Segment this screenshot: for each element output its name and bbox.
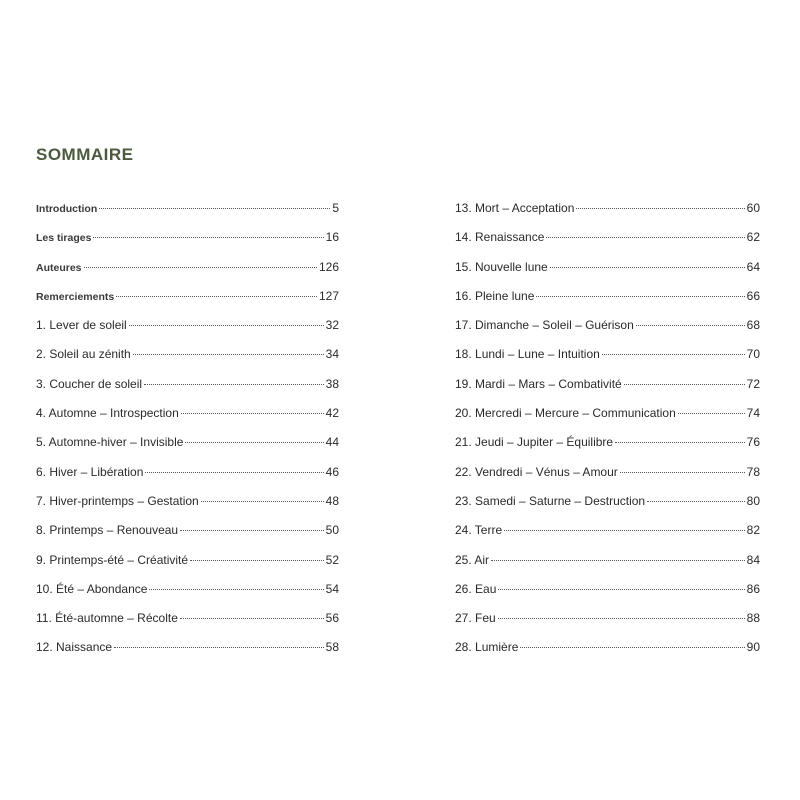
dot-leader bbox=[114, 647, 324, 648]
toc-entry bbox=[36, 519, 339, 548]
dot-leader bbox=[201, 501, 324, 502]
toc-entry bbox=[455, 490, 760, 519]
toc-entry-title: 22. Vendredi – Vénus – Amour bbox=[455, 464, 618, 479]
dot-leader bbox=[180, 618, 324, 619]
toc-entry-page-number: 52 bbox=[325, 552, 339, 567]
toc-entry-title: 12. Naissance bbox=[36, 640, 113, 655]
dot-leader bbox=[602, 354, 745, 355]
toc-entry bbox=[455, 636, 760, 665]
toc-entry bbox=[36, 343, 339, 372]
toc-entry bbox=[455, 519, 760, 548]
toc-entry-page-number: 16 bbox=[325, 230, 339, 245]
dot-leader bbox=[116, 296, 317, 297]
toc-entry-page-number: 38 bbox=[325, 376, 339, 391]
toc-entry bbox=[36, 490, 339, 519]
dot-leader bbox=[636, 325, 745, 326]
toc-entry bbox=[36, 226, 339, 255]
toc-entry-title: 3. Coucher de soleil bbox=[36, 376, 143, 391]
dot-leader bbox=[576, 208, 744, 209]
dot-leader bbox=[504, 530, 745, 531]
dot-leader bbox=[149, 589, 323, 590]
toc-left-column bbox=[36, 197, 339, 666]
toc-entry-page-number: 70 bbox=[746, 347, 760, 362]
toc-entry-title: 2. Soleil au zénith bbox=[36, 347, 131, 362]
toc-entry-page-number: 126 bbox=[318, 259, 339, 274]
toc-entry bbox=[455, 402, 760, 431]
toc-entry-title: 23. Samedi – Saturne – Destruction bbox=[455, 493, 646, 508]
toc-entry bbox=[455, 461, 760, 490]
dot-leader bbox=[536, 296, 744, 297]
toc-entry-title: 27. Feu bbox=[455, 611, 496, 626]
toc-entry-page-number: 56 bbox=[325, 611, 339, 626]
toc-entry-title: 24. Terre bbox=[455, 523, 503, 538]
dot-leader bbox=[620, 472, 745, 473]
toc-entry-title: 1. Lever de soleil bbox=[36, 318, 127, 333]
toc-entry-page-number: 84 bbox=[746, 552, 760, 567]
toc-entry-page-number: 78 bbox=[746, 464, 760, 479]
page-title: SOMMAIRE bbox=[36, 145, 134, 164]
dot-leader bbox=[145, 472, 323, 473]
toc-entry-page-number: 82 bbox=[746, 523, 760, 538]
toc-entry-page-number: 76 bbox=[746, 435, 760, 450]
dot-leader bbox=[491, 560, 745, 561]
toc-entry-page-number: 50 bbox=[325, 523, 339, 538]
toc-entry-title: 8. Printemps – Renouveau bbox=[36, 523, 179, 538]
toc-entry-title: 5. Automne-hiver – Invisible bbox=[36, 435, 184, 450]
toc-entry-title: 17. Dimanche – Soleil – Guérison bbox=[455, 318, 634, 333]
toc-entry bbox=[455, 431, 760, 460]
toc-entry-page-number: 48 bbox=[325, 493, 339, 508]
dot-leader bbox=[181, 413, 324, 414]
toc-entry-page-number: 60 bbox=[746, 201, 760, 215]
toc-entry-title: 7. Hiver-printemps – Gestation bbox=[36, 493, 199, 508]
toc-entry-page-number: 88 bbox=[746, 611, 760, 626]
toc-entry-title: 25. Air bbox=[455, 552, 490, 567]
toc-entry bbox=[36, 373, 339, 402]
toc-entry bbox=[455, 285, 760, 314]
toc-entry-title: 15. Nouvelle lune bbox=[455, 259, 548, 274]
toc-entry-title: 13. Mort – Acceptation bbox=[455, 201, 575, 215]
dot-leader bbox=[678, 413, 745, 414]
dot-leader bbox=[615, 442, 745, 443]
toc-entry-page-number: 66 bbox=[746, 288, 760, 303]
toc-entry bbox=[455, 314, 760, 343]
toc-entry bbox=[36, 197, 339, 226]
toc-entry bbox=[36, 256, 339, 285]
toc-entry-page-number: 42 bbox=[325, 406, 339, 421]
toc-entry-title: Auteures bbox=[36, 261, 82, 274]
toc-entry bbox=[36, 314, 339, 343]
toc-entry bbox=[455, 373, 760, 402]
dot-leader bbox=[498, 589, 744, 590]
toc-entry-page-number: 34 bbox=[325, 347, 339, 362]
toc-entry bbox=[455, 197, 760, 226]
toc-entry-title: 21. Jeudi – Jupiter – Équilibre bbox=[455, 435, 614, 450]
toc-entry bbox=[36, 431, 339, 460]
dot-leader bbox=[185, 442, 323, 443]
toc-entry-title: Introduction bbox=[36, 203, 98, 215]
toc-entry-page-number: 127 bbox=[318, 288, 339, 303]
toc-entry-title: 9. Printemps-été – Créativité bbox=[36, 552, 189, 567]
toc-entry-title: 14. Renaissance bbox=[455, 230, 545, 245]
toc-entry-page-number: 5 bbox=[332, 201, 339, 215]
toc-entry bbox=[36, 402, 339, 431]
toc-entry-page-number: 58 bbox=[325, 640, 339, 655]
toc-entry bbox=[36, 285, 339, 314]
dot-leader bbox=[129, 325, 324, 326]
dot-leader bbox=[144, 384, 324, 385]
dot-leader bbox=[550, 267, 745, 268]
toc-entry-page-number: 72 bbox=[746, 376, 760, 391]
dot-leader bbox=[624, 384, 745, 385]
toc-entry bbox=[36, 636, 339, 665]
toc-entry-page-number: 32 bbox=[325, 318, 339, 333]
dot-leader bbox=[93, 237, 323, 238]
toc-entry-page-number: 86 bbox=[746, 581, 760, 596]
toc-entry-title: 6. Hiver – Libération bbox=[36, 464, 144, 479]
toc-entry-page-number: 44 bbox=[325, 435, 339, 450]
toc-entry bbox=[455, 256, 760, 285]
toc-entry-page-number: 62 bbox=[746, 230, 760, 245]
dot-leader bbox=[133, 354, 324, 355]
toc-entry bbox=[36, 549, 339, 578]
dot-leader bbox=[546, 237, 744, 238]
toc-entry-page-number: 74 bbox=[746, 406, 760, 421]
toc-entry-title: 19. Mardi – Mars – Combativité bbox=[455, 376, 622, 391]
toc-entry-title: 20. Mercredi – Mercure – Communication bbox=[455, 406, 676, 421]
toc-entry bbox=[455, 578, 760, 607]
dot-leader bbox=[520, 647, 744, 648]
toc-right-column bbox=[455, 197, 760, 666]
toc-entry-title: 26. Eau bbox=[455, 581, 497, 596]
dot-leader bbox=[190, 560, 324, 561]
toc-entry-title: 10. Été – Abondance bbox=[36, 581, 148, 596]
dot-leader bbox=[84, 267, 317, 268]
toc-entry bbox=[455, 343, 760, 372]
dot-leader bbox=[180, 530, 324, 531]
toc-entry-page-number: 64 bbox=[746, 259, 760, 274]
dot-leader bbox=[498, 618, 745, 619]
toc-entry-title: Les tirages bbox=[36, 232, 92, 245]
toc-entry bbox=[455, 226, 760, 255]
dot-leader bbox=[647, 501, 745, 502]
toc-entry-title: 11. Été-automne – Récolte bbox=[36, 611, 178, 626]
toc-entry bbox=[36, 461, 339, 490]
toc-entry-page-number: 54 bbox=[325, 581, 339, 596]
toc-entry bbox=[455, 549, 760, 578]
toc-entry-page-number: 90 bbox=[746, 640, 760, 655]
toc-entry-page-number: 46 bbox=[325, 464, 339, 479]
toc-entry-title: Remerciements bbox=[36, 290, 115, 303]
toc-entry bbox=[455, 607, 760, 636]
toc-entry-title: 4. Automne – Introspection bbox=[36, 406, 179, 421]
toc-entry-title: 28. Lumière bbox=[455, 640, 519, 655]
toc-entry bbox=[36, 607, 339, 636]
toc-entry bbox=[36, 578, 339, 607]
toc-entry-title: 18. Lundi – Lune – Intuition bbox=[455, 347, 600, 362]
dot-leader bbox=[99, 208, 330, 209]
toc-entry-title: 16. Pleine lune bbox=[455, 288, 535, 303]
toc-entry-page-number: 68 bbox=[746, 318, 760, 333]
toc-entry-page-number: 80 bbox=[746, 493, 760, 508]
